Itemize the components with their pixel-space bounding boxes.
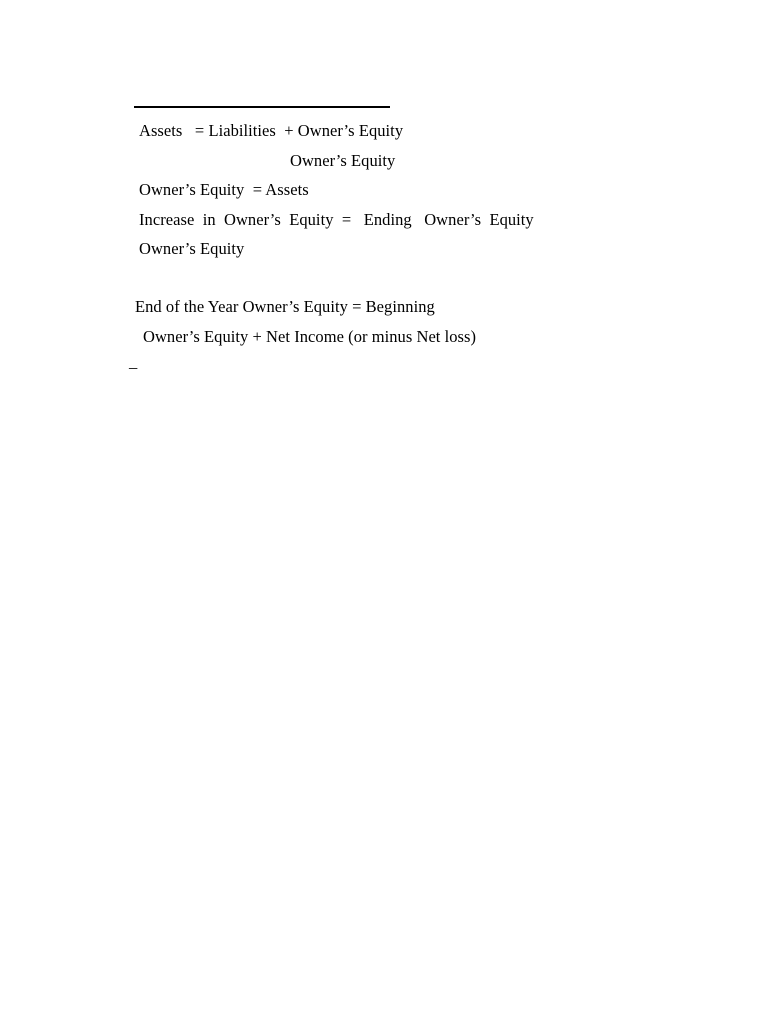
equation-line-equity-assets: Owner’s Equity = Assets: [139, 180, 309, 199]
top-rule: [134, 106, 390, 108]
equation-line-increase: Increase in Owner’s Equity = Ending Owner’s Equity: [139, 210, 534, 229]
blank-underscore: _: [129, 352, 138, 371]
equation-line-owners-equity: Owner’s Equity: [290, 151, 396, 170]
equation-line-end-of-year: End of the Year Owner’s Equity = Beginning: [135, 297, 435, 316]
equation-line-owners-equity-2: Owner’s Equity: [139, 239, 245, 258]
equation-line-net-income: Owner’s Equity + Net Income (or minus Net loss): [143, 327, 477, 346]
equation-line-accounting: Assets = Liabilities + Owner’s Equity: [139, 121, 404, 140]
